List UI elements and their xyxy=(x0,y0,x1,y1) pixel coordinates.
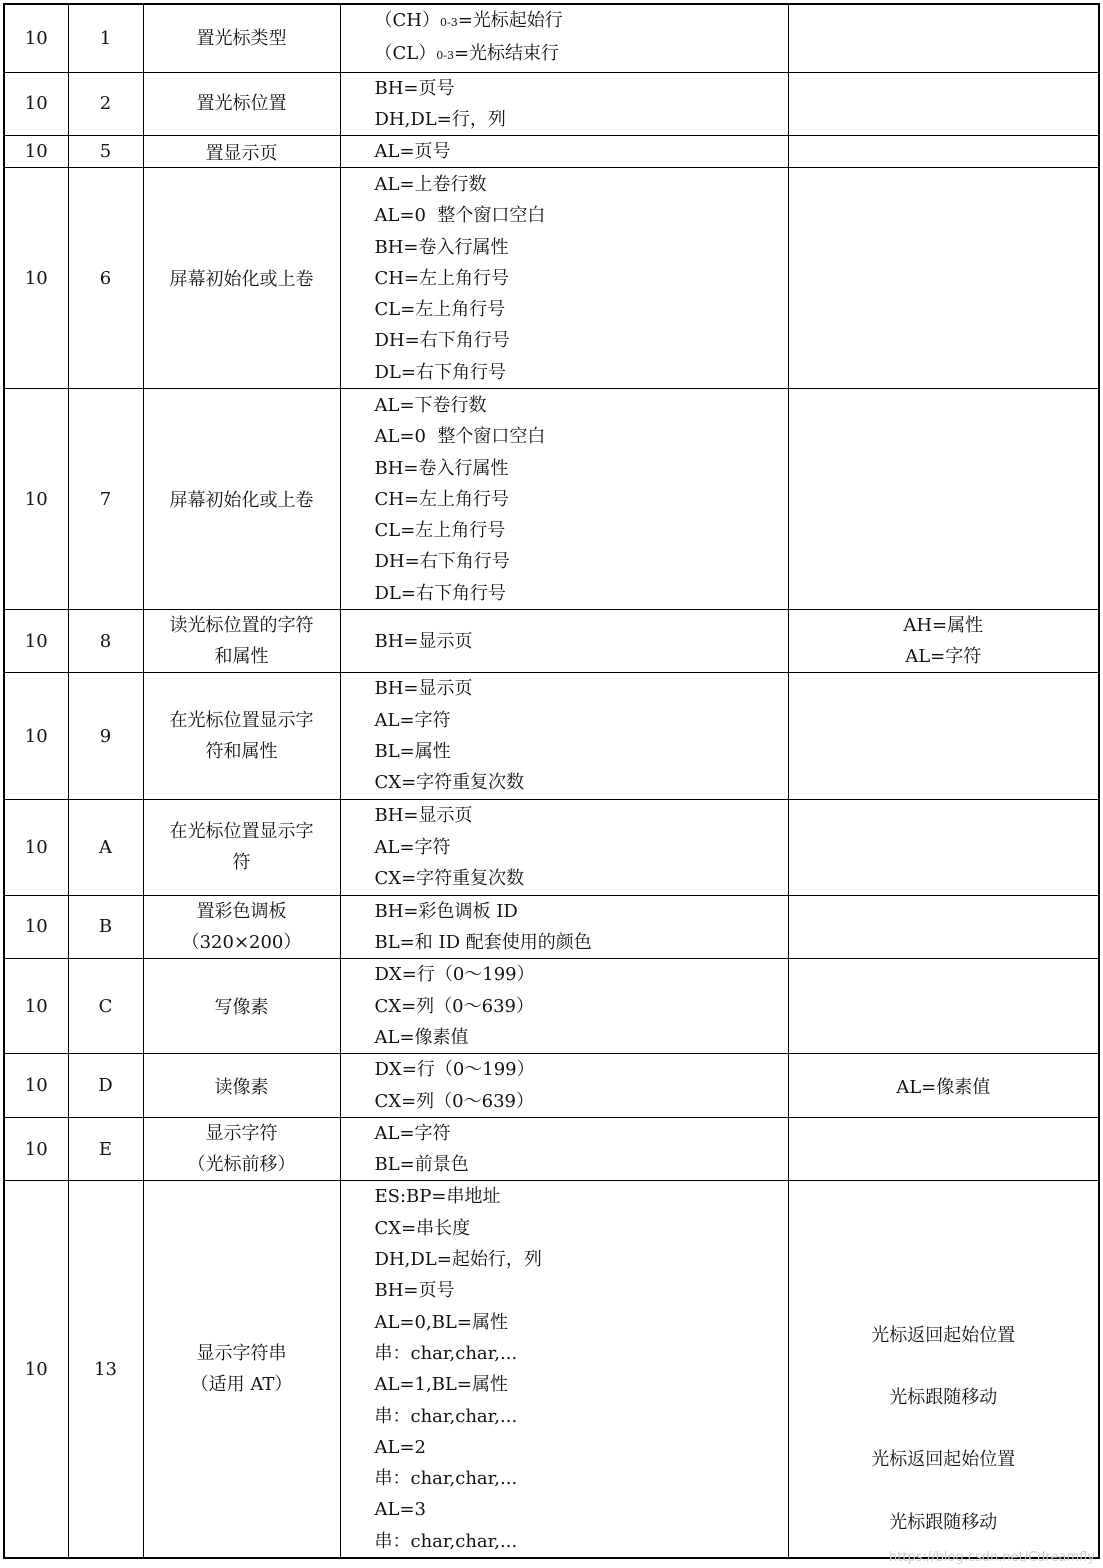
input-line: DH,DL=起始行，列 xyxy=(374,1249,542,1271)
al-cell: 1 xyxy=(68,4,143,72)
input-line: DL=右下角行号 xyxy=(374,582,506,604)
input-line: BL=和 ID 配套使用的颜色 xyxy=(374,931,592,953)
input-cell xyxy=(340,959,788,1054)
output-cell: AH=属性 AL=字符 xyxy=(788,610,1099,673)
input-cell xyxy=(340,389,788,610)
input-line: CX=字符重复次数 xyxy=(374,867,525,889)
function-cell: 置显示页 xyxy=(143,136,340,168)
input-line: BH=彩色调板 ID xyxy=(374,900,518,922)
input-line: CX=字符重复次数 xyxy=(374,772,525,794)
input-line: BL=属性 xyxy=(374,741,451,763)
input-line: AL=0 整个窗口空白 xyxy=(374,205,546,227)
al-cell: 2 xyxy=(68,72,143,136)
output-cell xyxy=(788,1181,1099,1558)
output-line: 光标跟随移动 xyxy=(889,1386,998,1408)
input-line: BH=页号 xyxy=(374,1280,455,1302)
input-line: AL=下卷行数 xyxy=(374,394,487,416)
ah-cell: 10 xyxy=(4,389,68,610)
watermark: https://blog.csdn.net/Cdreamfly xyxy=(889,1550,1095,1565)
ah-cell: 10 xyxy=(4,4,68,72)
output-cell xyxy=(788,1117,1099,1181)
table-row xyxy=(4,895,1099,959)
ah-cell: 10 xyxy=(4,673,68,799)
input-cell xyxy=(340,136,788,168)
input-line: DX=行（0～199） xyxy=(374,964,535,986)
function-cell: 屏幕初始化或上卷 xyxy=(143,168,340,389)
function-cell: 读光标位置的字符 和属性 xyxy=(143,610,340,673)
table-row xyxy=(4,4,1099,72)
input-line: BH=卷入行属性 xyxy=(374,457,509,479)
table-row xyxy=(4,959,1099,1054)
ah-cell: 10 xyxy=(4,1181,68,1558)
ah-cell: 10 xyxy=(4,168,68,389)
function-cell: 在光标位置显示字 符和属性 xyxy=(143,673,340,799)
al-cell: 13 xyxy=(68,1181,143,1558)
ah-cell: 10 xyxy=(4,799,68,895)
input-line: AL=1,BL=属性 xyxy=(374,1374,508,1396)
al-cell: B xyxy=(68,895,143,959)
table-row xyxy=(4,168,1099,389)
input-line: BL=前景色 xyxy=(374,1154,469,1176)
input-line: AL=字符 xyxy=(374,836,451,858)
input-line: CX=列（0～639） xyxy=(374,1090,534,1112)
function-cell: 屏幕初始化或上卷 xyxy=(143,389,340,610)
input-line: CH=左上角行号 xyxy=(374,488,510,510)
input-cell xyxy=(340,1054,788,1118)
input-line: ES:BP=串地址 xyxy=(374,1186,501,1208)
al-cell: 6 xyxy=(68,168,143,389)
input-line: CL=左上角行号 xyxy=(374,299,506,321)
input-line: DX=行（0～199） xyxy=(374,1059,535,1081)
ah-cell: 10 xyxy=(4,136,68,168)
function-cell: 读像素 xyxy=(143,1054,340,1118)
ah-cell: 10 xyxy=(4,72,68,136)
al-cell: 8 xyxy=(68,610,143,673)
output-cell xyxy=(788,389,1099,610)
function-cell: 置彩色调板 （320×200） xyxy=(143,895,340,959)
input-line: AL=字符 xyxy=(374,1122,451,1144)
input-cell xyxy=(340,610,788,673)
input-line: AL=2 xyxy=(374,1436,426,1458)
output-cell xyxy=(788,959,1099,1054)
input-cell xyxy=(340,168,788,389)
input-line: 串：char,char,... xyxy=(374,1405,518,1427)
input-line: DL=右下角行号 xyxy=(374,361,506,383)
table-row xyxy=(4,673,1099,799)
function-cell: 显示字符 （光标前移） xyxy=(143,1117,340,1181)
input-line: BH=卷入行属性 xyxy=(374,236,509,258)
function-cell: 在光标位置显示字 符 xyxy=(143,799,340,895)
table-row xyxy=(4,1181,1099,1558)
table-row xyxy=(4,1054,1099,1118)
input-line: CH=左上角行号 xyxy=(374,267,510,289)
input-line: BH=页号 xyxy=(374,77,455,99)
table-row xyxy=(4,136,1099,168)
input-line: AL=上卷行数 xyxy=(374,173,487,195)
table-row xyxy=(4,389,1099,610)
al-cell: 7 xyxy=(68,389,143,610)
output-cell: AL=像素值 xyxy=(788,1054,1099,1118)
input-line: CX=串长度 xyxy=(374,1217,471,1239)
al-cell: E xyxy=(68,1117,143,1181)
input-cell xyxy=(340,895,788,959)
input-line: AL=字符 xyxy=(374,709,451,731)
input-line: （CH）0-3=光标起始行 xyxy=(374,10,563,31)
input-line: AL=3 xyxy=(374,1499,426,1521)
ah-cell: 10 xyxy=(4,959,68,1054)
output-cell xyxy=(788,799,1099,895)
function-cell: 显示字符串 （适用 AT） xyxy=(143,1181,340,1558)
input-line: AL=像素值 xyxy=(374,1026,469,1048)
al-cell: 5 xyxy=(68,136,143,168)
output-cell xyxy=(788,673,1099,799)
input-line: 串：char,char,... xyxy=(374,1468,518,1490)
output-cell xyxy=(788,4,1099,72)
function-cell: 写像素 xyxy=(143,959,340,1054)
function-cell: 置光标位置 xyxy=(143,72,340,136)
input-line: AL=页号 xyxy=(374,141,451,163)
ah-cell: 10 xyxy=(4,610,68,673)
al-cell: 9 xyxy=(68,673,143,799)
function-cell: 置光标类型 xyxy=(143,4,340,72)
input-line: BH=显示页 xyxy=(374,678,473,700)
output-line: 光标跟随移动 xyxy=(889,1511,998,1533)
input-line: DH=右下角行号 xyxy=(374,330,510,352)
input-line: 串：char,char,... xyxy=(374,1342,518,1364)
input-line: 串：char,char,... xyxy=(374,1530,518,1552)
ah-cell: 10 xyxy=(4,895,68,959)
input-line: CX=列（0～639） xyxy=(374,995,534,1017)
table-row xyxy=(4,610,1099,673)
output-cell xyxy=(788,72,1099,136)
input-line: （CL）0-3=光标结束行 xyxy=(374,43,560,65)
output-cell xyxy=(788,895,1099,959)
table-row xyxy=(4,799,1099,895)
input-cell xyxy=(340,4,788,72)
output-cell xyxy=(788,136,1099,168)
input-line: CL=左上角行号 xyxy=(374,520,506,542)
input-line: AL=0 整个窗口空白 xyxy=(374,426,546,448)
input-line: DH=右下角行号 xyxy=(374,551,510,573)
input-cell xyxy=(340,72,788,136)
output-line: 光标返回起始位置 xyxy=(871,1324,1016,1346)
input-cell xyxy=(340,1181,788,1558)
table-row xyxy=(4,1117,1099,1181)
ah-cell: 10 xyxy=(4,1117,68,1181)
table-row xyxy=(4,72,1099,136)
input-line: AL=0,BL=属性 xyxy=(374,1311,508,1333)
bios-int10-table xyxy=(3,3,1100,1559)
input-cell xyxy=(340,1117,788,1181)
input-cell xyxy=(340,673,788,799)
al-cell: A xyxy=(68,799,143,895)
input-cell xyxy=(340,799,788,895)
input-line: BH=显示页 xyxy=(374,630,473,652)
al-cell: D xyxy=(68,1054,143,1118)
output-cell xyxy=(788,168,1099,389)
output-line: 光标返回起始位置 xyxy=(871,1449,1016,1471)
input-line: BH=显示页 xyxy=(374,805,473,827)
al-cell: C xyxy=(68,959,143,1054)
ah-cell: 10 xyxy=(4,1054,68,1118)
input-line: DH,DL=行，列 xyxy=(374,108,506,130)
